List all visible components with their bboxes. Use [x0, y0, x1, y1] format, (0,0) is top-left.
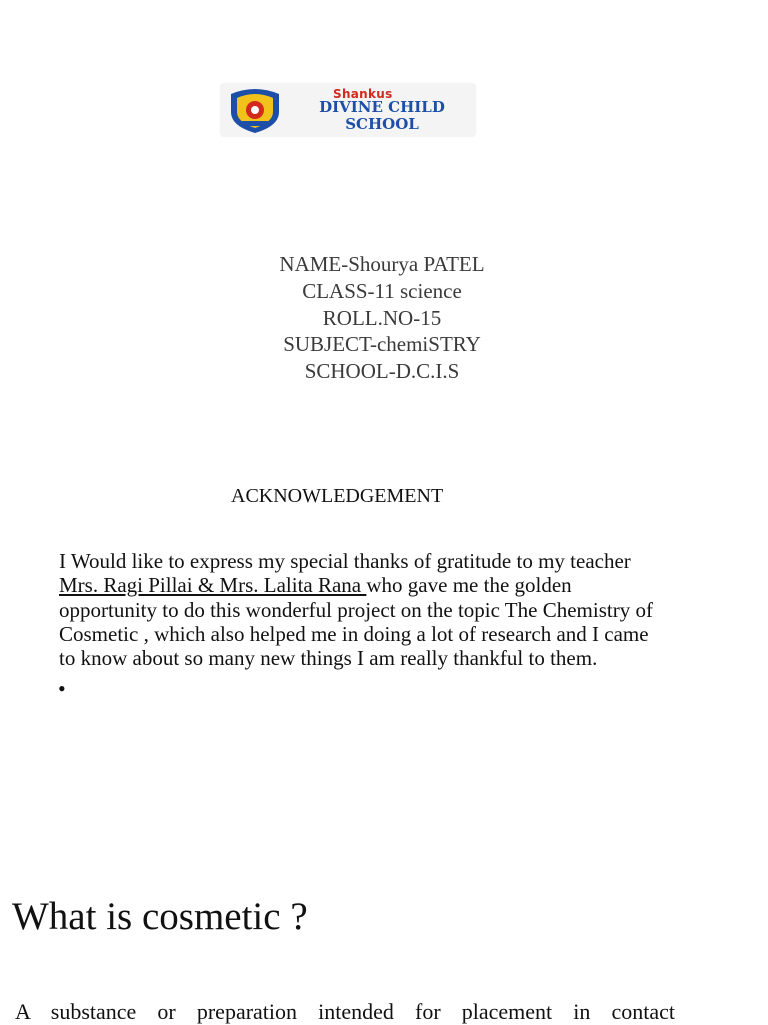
- student-subject: SUBJECT-chemiSTRY: [283, 332, 481, 357]
- ack-line-1: I Would like to express my special thanks of gratitude to my teacher: [59, 549, 631, 573]
- student-school: SCHOOL-D.C.I.S: [304, 359, 460, 384]
- acknowledgement-body: [59, 549, 739, 670]
- ack-line-2-rest: who gave me the golden: [366, 573, 572, 598]
- ack-line-4: Cosmetic , which also helped me in doing a lot of research and I came: [59, 621, 649, 646]
- student-class: CLASS-11 science: [302, 278, 462, 303]
- logo-brand-text: Shankus: [333, 87, 393, 101]
- logo-school-name: DIVINE CHILD: [319, 98, 445, 116]
- school-logo: [221, 84, 475, 136]
- student-roll: ROLL.NO-15: [322, 305, 442, 330]
- definition-text: A substance or preparation intended for placement in contact: [15, 999, 675, 1024]
- bullet-point: •: [58, 676, 66, 701]
- teacher-names: Mrs. Ragi Pillai & Mrs. Lalita Rana: [59, 573, 367, 598]
- ack-line-3: opportunity to do this wonderful project on the topic The Chemistry of: [59, 597, 653, 622]
- logo-school-word: SCHOOL: [345, 115, 419, 133]
- ack-line-2: [59, 573, 739, 597]
- section-heading: What is cosmetic ?: [12, 895, 308, 938]
- ack-line-5: to know about so many new things I am really thankful to them.: [59, 646, 598, 671]
- acknowledgement-title: ACKNOWLEDGEMENT: [231, 485, 444, 507]
- school-crest-icon: [227, 86, 283, 134]
- student-info-block: [232, 251, 532, 385]
- student-name: NAME-Shourya PATEL: [279, 252, 485, 276]
